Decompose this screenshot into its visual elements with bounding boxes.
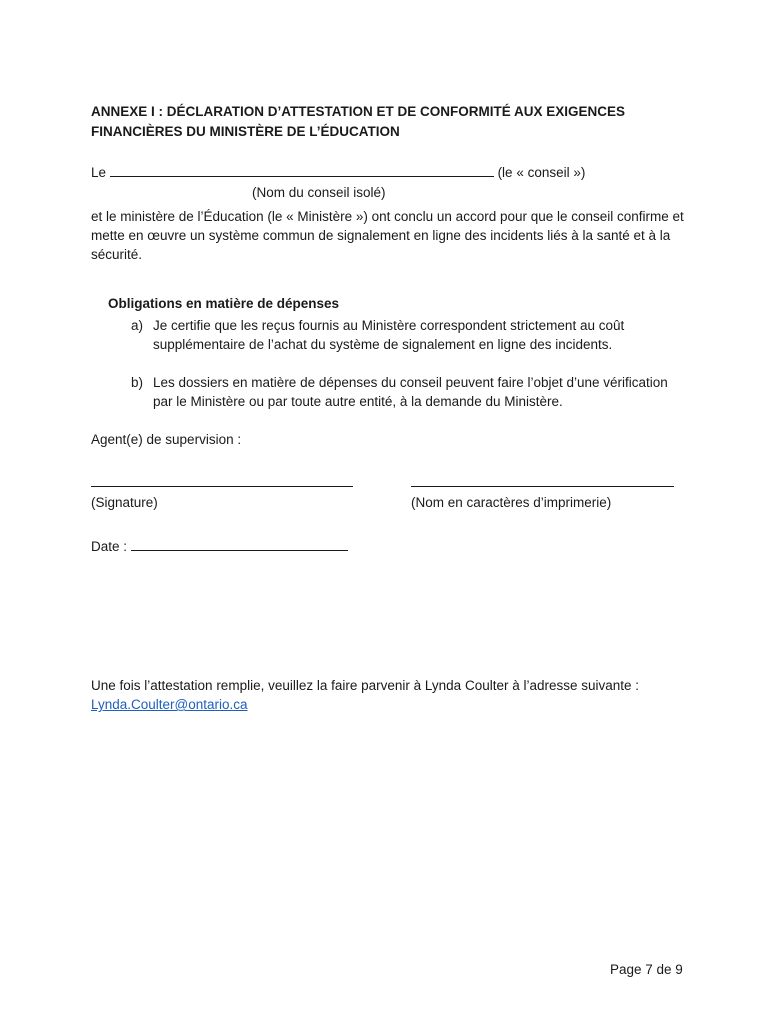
date-field[interactable] [131, 538, 348, 551]
agreement-paragraph: et le ministère de l’Éducation (le « Ministère ») ont conclu un accord pour que le conseil confirme et mette en œuvre un système commun de signalement en ligne des incidents liés à la santé et à la sécurité. [91, 209, 684, 262]
obligations-heading: Obligations en matière de dépenses [108, 296, 340, 311]
closing-paragraph [91, 676, 691, 714]
obligation-text: Les dossiers en matière de dépenses du conseil peuvent faire l’objet d’une vérification par le Ministère ou par toute autre entité, à la demande du Ministère. [153, 375, 668, 409]
printed-name-caption: (Nom en caractères d’imprimerie) [411, 495, 612, 510]
board-name-caption: (Nom du conseil isolé) [252, 185, 386, 200]
page-title: ANNEXE I : DÉCLARATION D’ATTESTATION ET DE CONFORMITÉ AUX EXIGENCES FINANCIÈRES DU MINISTÈRE DE L’ÉDUCATION [91, 104, 626, 139]
board-name-blank[interactable] [110, 164, 494, 177]
closing-text: Une fois l’attestation remplie, veuillez la faire parvenir à Lynda Coulter à l’adresse suivante : [91, 678, 640, 693]
signature-caption: (Signature) [91, 495, 158, 510]
obligation-text: Je certifie que les reçus fournis au Ministère correspondent strictement au coût supplémentaire de l’achat du système de signalement en ligne des incidents. [153, 318, 625, 352]
email-link[interactable]: Lynda.Coulter@ontario.ca [91, 697, 248, 712]
obligation-item [131, 316, 671, 354]
date-line [91, 537, 348, 556]
page-number: Page 7 de 9 [610, 962, 683, 977]
board-name-line [91, 163, 585, 182]
board-prefix: Le [91, 165, 107, 180]
signature-field[interactable] [91, 486, 353, 487]
date-label: Date : [91, 539, 128, 554]
obligation-item [131, 373, 671, 411]
list-marker: b) [131, 375, 144, 390]
list-marker: a) [131, 318, 144, 333]
printed-name-field[interactable] [411, 486, 674, 487]
board-suffix: (le « conseil ») [497, 165, 586, 180]
supervisor-label: Agent(e) de supervision : [91, 432, 242, 447]
